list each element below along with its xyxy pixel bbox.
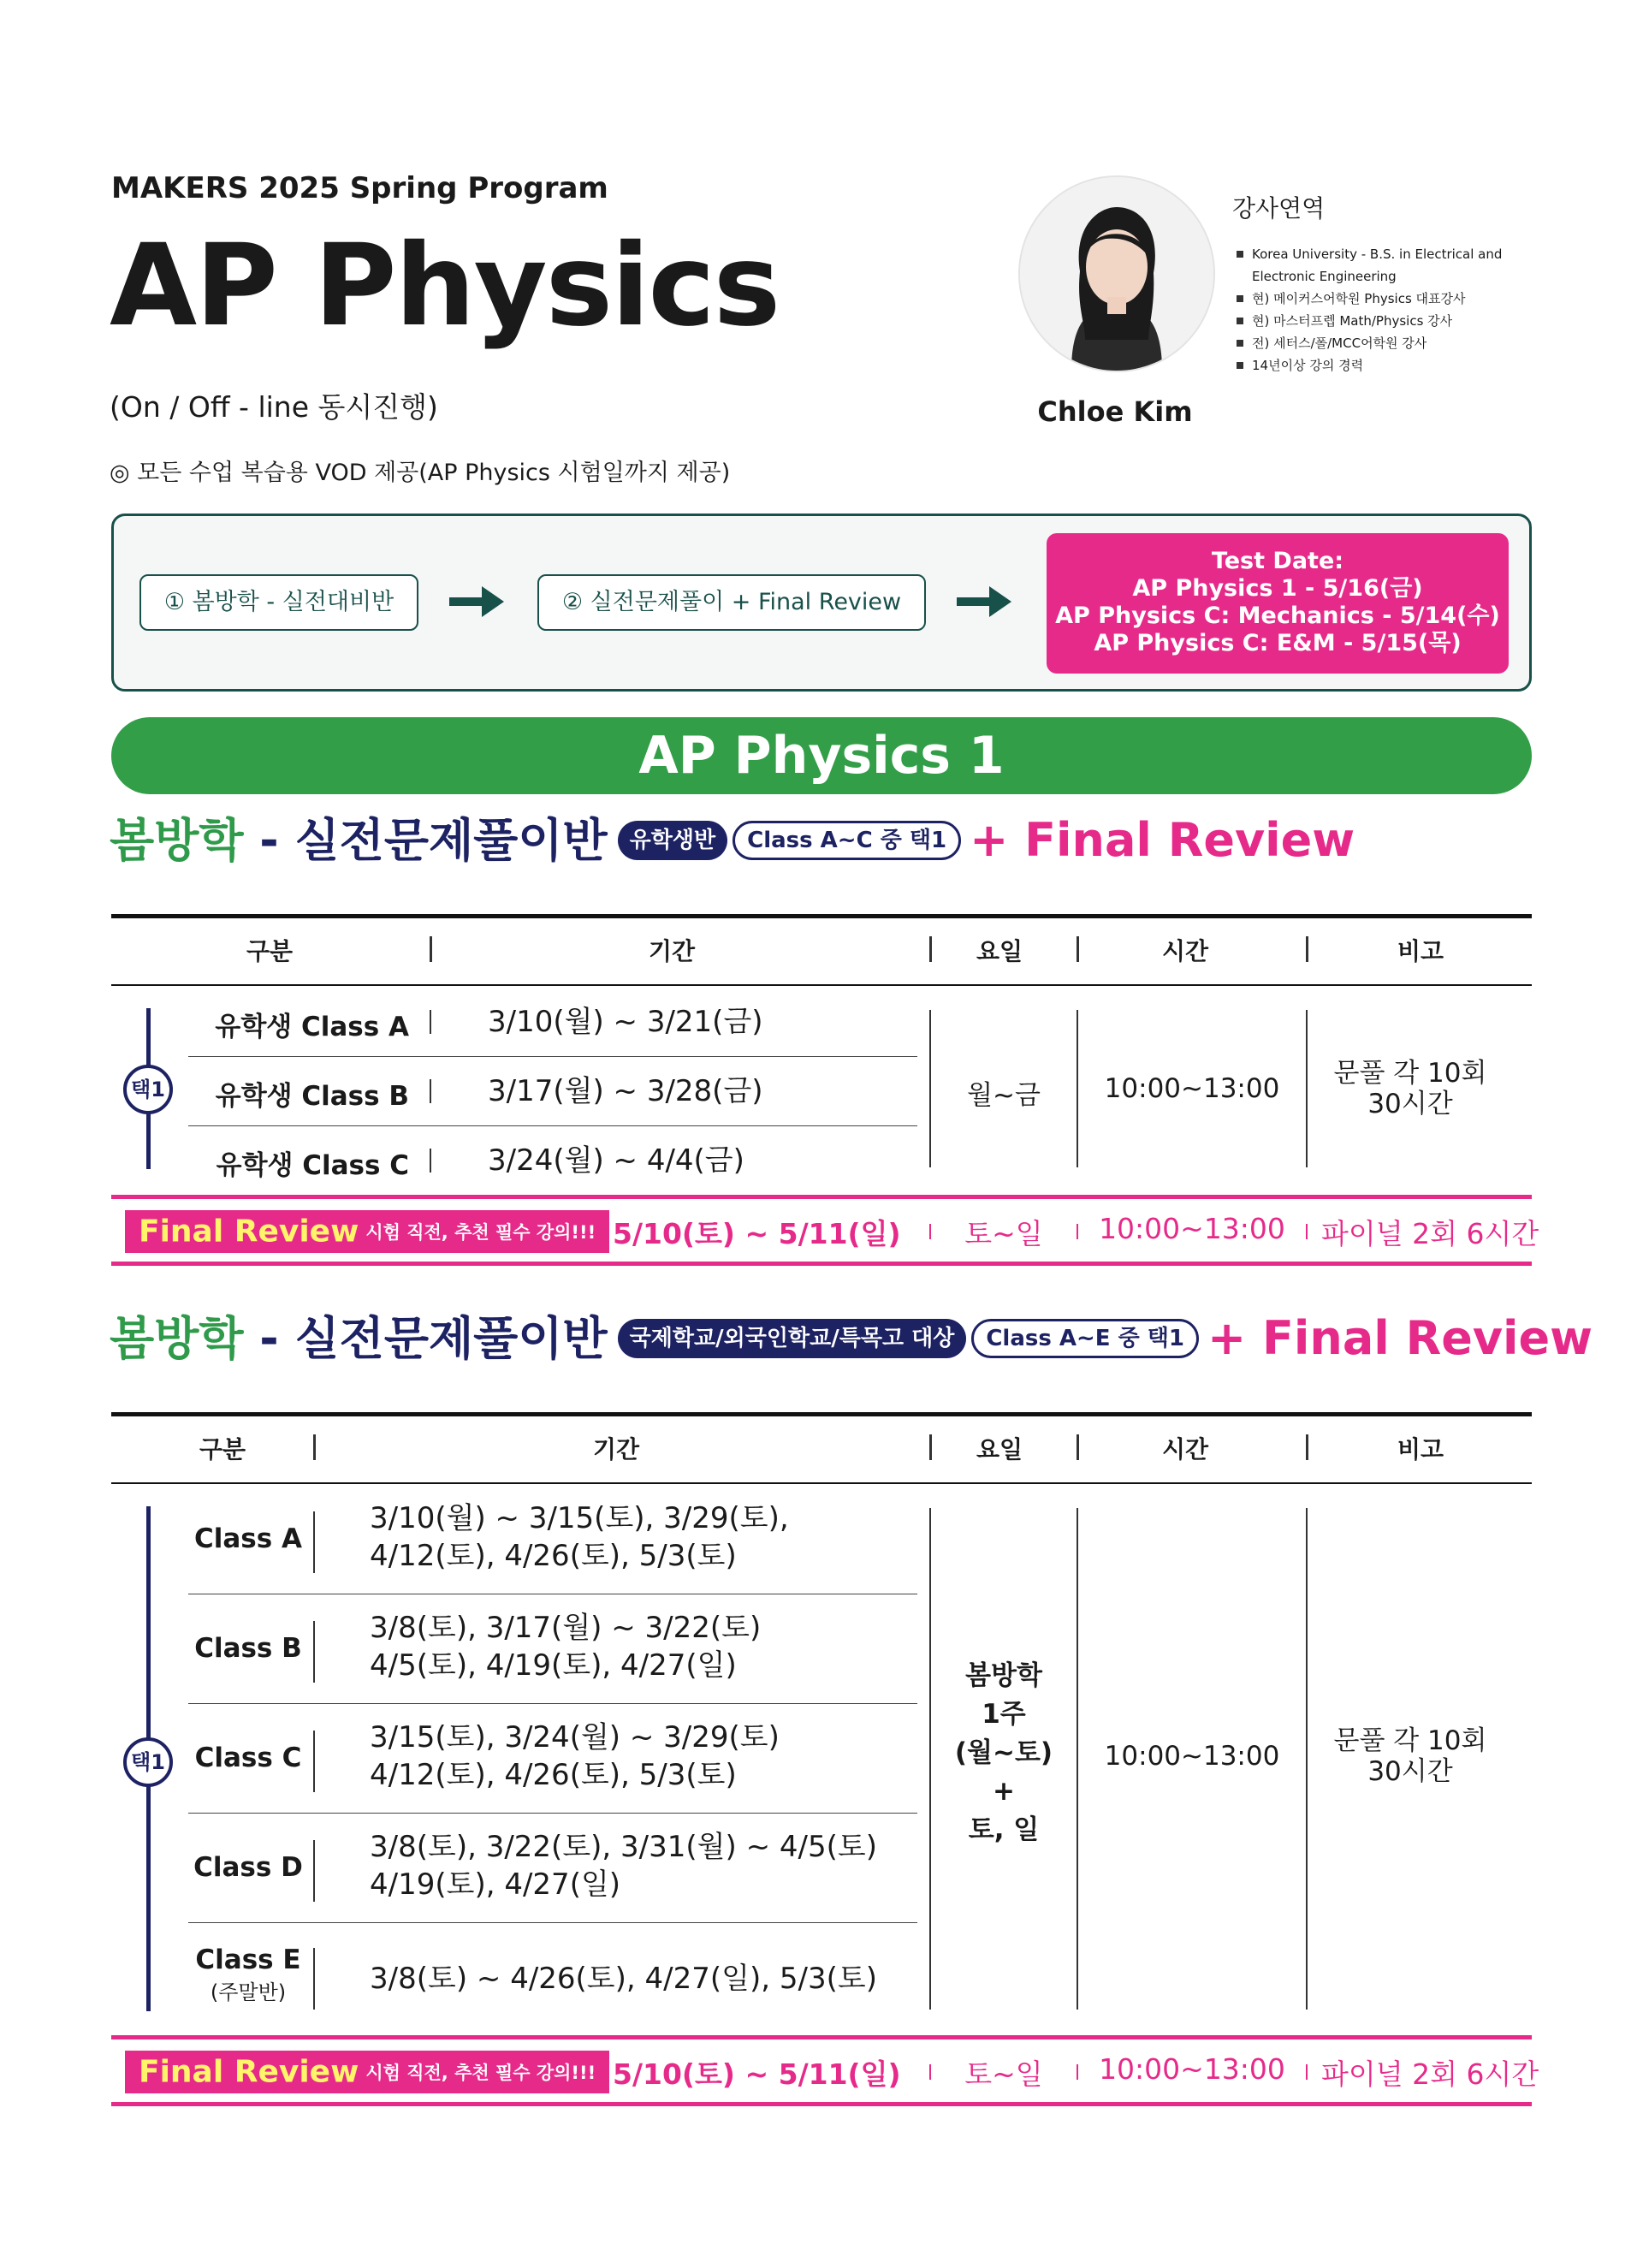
test-date-item: AP Physics C: E&M - 5/15(목) (1094, 630, 1462, 656)
class-dates (370, 1609, 761, 1684)
col-divider (929, 936, 932, 962)
section-heading-green: 봄방학 (110, 813, 244, 868)
row-rule (188, 1125, 917, 1126)
class-dates: 3/17(월) ~ 3/28(금) (488, 1074, 763, 1108)
final-rule-bottom (111, 1262, 1532, 1266)
class-label-group (188, 1944, 308, 2005)
final-dates: 5/10(토) ~ 5/11(일) (613, 2057, 901, 2091)
days-line: 1주 (982, 1699, 1026, 1730)
col-header: 요일 (976, 937, 1023, 965)
note-line: 30시간 (1367, 1756, 1453, 1787)
page-title: AP Physics (110, 220, 780, 352)
class-dates: 3/24(월) ~ 4/4(금) (488, 1143, 744, 1178)
test-date-box (1047, 533, 1509, 674)
section-heading-navy: - 실전문제풀이반 (243, 1311, 608, 1366)
cv-item: 현) 메이커스어학원 Physics 대표강사 (1235, 288, 1526, 310)
class-dates: 3/8(토) ~ 4/26(토), 4/27(일), 5/3(토) (370, 1962, 877, 1996)
row-rule (188, 1813, 917, 1814)
final-time: 10:00~13:00 (1099, 2052, 1285, 2086)
choose-one-badge: 택1 (123, 1065, 173, 1114)
row-rule (188, 1922, 917, 1923)
days-line: (월~토) (954, 1737, 1053, 1768)
class-label: 유학생 Class C (216, 1150, 409, 1181)
class-note (1308, 1058, 1513, 1119)
row-divider (430, 1149, 431, 1173)
cv-item: Korea University - B.S. in Electrical and Electronic Engineering (1235, 243, 1526, 288)
row-divider (430, 1079, 431, 1103)
table-top-rule (111, 1412, 1532, 1416)
test-date-item: AP Physics C: Mechanics - 5/14(수) (1055, 603, 1500, 629)
note-line: 문풀 각 10회 (1333, 1058, 1487, 1089)
mode-note: (On / Off - line 동시진행) (110, 390, 438, 424)
col-divider (1077, 936, 1079, 962)
final-time: 10:00~13:00 (1099, 1212, 1285, 1245)
section-heading-green: 봄방학 (110, 1311, 244, 1366)
col-divider (1306, 1434, 1308, 1460)
final-review-sub: 시험 직전, 추천 필수 강의!!! (365, 2062, 596, 2083)
section-heading-pink: + Final Review (970, 813, 1355, 868)
col-header: 시간 (1161, 937, 1209, 965)
row-divider (430, 1010, 431, 1034)
date-line: 4/12(토), 4/26(토), 5/3(토) (370, 1539, 737, 1573)
col-header: 비고 (1397, 1435, 1444, 1464)
class-dates (370, 1499, 789, 1575)
class-dates (370, 1719, 780, 1794)
flow-step-2: ② 실전문제풀이 + Final Review (537, 574, 926, 631)
col-header: 시간 (1161, 1435, 1209, 1464)
choice-badge: Class A~E 중 택1 (971, 1319, 1199, 1358)
final-rule-bottom (111, 2102, 1532, 2106)
test-date-item: AP Physics 1 - 5/16(금) (1132, 575, 1423, 602)
date-line: 4/5(토), 4/19(토), 4/27(일) (370, 1648, 737, 1683)
cv-item: 14년이상 강의 경력 (1235, 354, 1526, 377)
class-label: Class B (194, 1633, 302, 1664)
date-line: 3/8(토), 3/22(토), 3/31(월) ~ 4/5(토) (370, 1830, 877, 1864)
date-line: 3/8(토), 3/17(월) ~ 3/22(토) (370, 1611, 762, 1645)
final-review-sub: 시험 직전, 추천 필수 강의!!! (365, 1221, 596, 1243)
row-divider (313, 1731, 315, 1792)
course-flow-box (111, 514, 1532, 692)
note-line: 30시간 (1367, 1089, 1453, 1119)
final-days: 토~일 (964, 1217, 1043, 1250)
date-line: 4/12(토), 4/26(토), 5/3(토) (370, 1758, 737, 1792)
section-2-heading (110, 1308, 1593, 1367)
col-header: 구분 (199, 1435, 246, 1464)
arrow-right-icon (957, 585, 1011, 619)
col-header: 비고 (1397, 937, 1444, 965)
col-header: 요일 (976, 1435, 1023, 1464)
col-header: 기간 (592, 1435, 640, 1464)
final-dates: 5/10(토) ~ 5/11(일) (613, 1217, 901, 1250)
row-rule (188, 1703, 917, 1704)
class-label: Class C (194, 1743, 302, 1773)
final-rule-top (111, 2035, 1532, 2039)
class-label: Class E (195, 1944, 301, 1975)
vod-note: ◎ 모든 수업 복습용 VOD 제공(AP Physics 시험일까지 제공) (110, 460, 731, 486)
date-line: 3/10(월) ~ 3/15(토), 3/29(토), (370, 1501, 789, 1535)
class-dates (370, 1828, 877, 1903)
final-note: 파이널 2회 6시간 (1321, 1217, 1539, 1250)
target-badge: 유학생반 (618, 821, 727, 860)
section-1-heading (110, 810, 1355, 869)
date-line: 3/15(토), 3/24(월) ~ 3/29(토) (370, 1720, 780, 1754)
days-line: + (993, 1776, 1015, 1807)
col-divider (313, 1434, 316, 1460)
col-divider (1306, 936, 1308, 962)
class-sublabel: (주말반) (210, 1980, 287, 2004)
instructor-portrait-icon (1020, 177, 1213, 371)
header-rule (111, 984, 1532, 986)
arrow-right-icon (449, 585, 504, 619)
class-label: 유학생 Class A (215, 1012, 409, 1042)
final-review-tag (125, 1210, 609, 1253)
final-review-label: Final Review (139, 2054, 359, 2090)
choice-badge: Class A~C 중 택1 (733, 821, 961, 860)
class-label: Class A (194, 1523, 302, 1554)
cv-list (1235, 243, 1526, 377)
note-line: 문풀 각 10회 (1333, 1725, 1487, 1756)
row-divider (313, 1511, 315, 1573)
table-top-rule (111, 914, 1532, 918)
final-divider (1306, 2064, 1308, 2080)
cv-item: 현) 마스터프렙 Math/Physics 강사 (1235, 310, 1526, 332)
choose-one-badge: 택1 (123, 1737, 173, 1787)
row-divider (313, 1621, 315, 1683)
final-review-tag (125, 2051, 609, 2093)
col-divider (929, 1434, 932, 1460)
row-rule (188, 1056, 917, 1057)
col-header: 기간 (648, 937, 696, 965)
date-line: 4/19(토), 4/27(일) (370, 1867, 621, 1902)
row-divider (313, 1840, 315, 1902)
class-label: 유학생 Class B (215, 1081, 409, 1112)
class-days (931, 1657, 1077, 1849)
target-badge: 국제학교/외국인학교/특목고 대상 (618, 1319, 967, 1358)
col-header: 구분 (246, 937, 294, 965)
final-divider (1306, 1224, 1308, 1239)
program-label: MAKERS 2025 Spring Program (111, 171, 608, 205)
class-label: Class D (193, 1852, 303, 1883)
class-dates: 3/10(월) ~ 3/21(금) (488, 1005, 763, 1039)
col-divider (430, 936, 432, 962)
cv-item: 전) 세터스/폴/MCC어학원 강사 (1235, 332, 1526, 354)
instructor-name: Chloe Kim (1037, 395, 1193, 428)
course-banner: AP Physics 1 (111, 717, 1532, 794)
class-time: 10:00~13:00 (1104, 1741, 1280, 1772)
header-rule (111, 1482, 1532, 1484)
final-rule-top (111, 1195, 1532, 1199)
section-heading-pink: + Final Review (1207, 1311, 1593, 1366)
flow-step-1: ① 봄방학 - 실전대비반 (139, 574, 418, 631)
class-note (1308, 1725, 1513, 1787)
col-divider (1077, 1434, 1079, 1460)
instructor-photo (1018, 175, 1215, 372)
final-review-label: Final Review (139, 1214, 359, 1250)
class-days: 월~금 (967, 1080, 1041, 1111)
section-heading-navy: - 실전문제풀이반 (243, 813, 608, 868)
days-line: 봄방학 (965, 1660, 1042, 1691)
final-days: 토~일 (964, 2057, 1043, 2091)
class-time: 10:00~13:00 (1104, 1073, 1280, 1104)
cv-title: 강사연역 (1232, 194, 1326, 223)
row-divider (313, 1948, 315, 2010)
test-date-title: Test Date: (1211, 548, 1344, 574)
final-note: 파이널 2회 6시간 (1321, 2057, 1539, 2091)
days-line: 토, 일 (968, 1814, 1040, 1845)
